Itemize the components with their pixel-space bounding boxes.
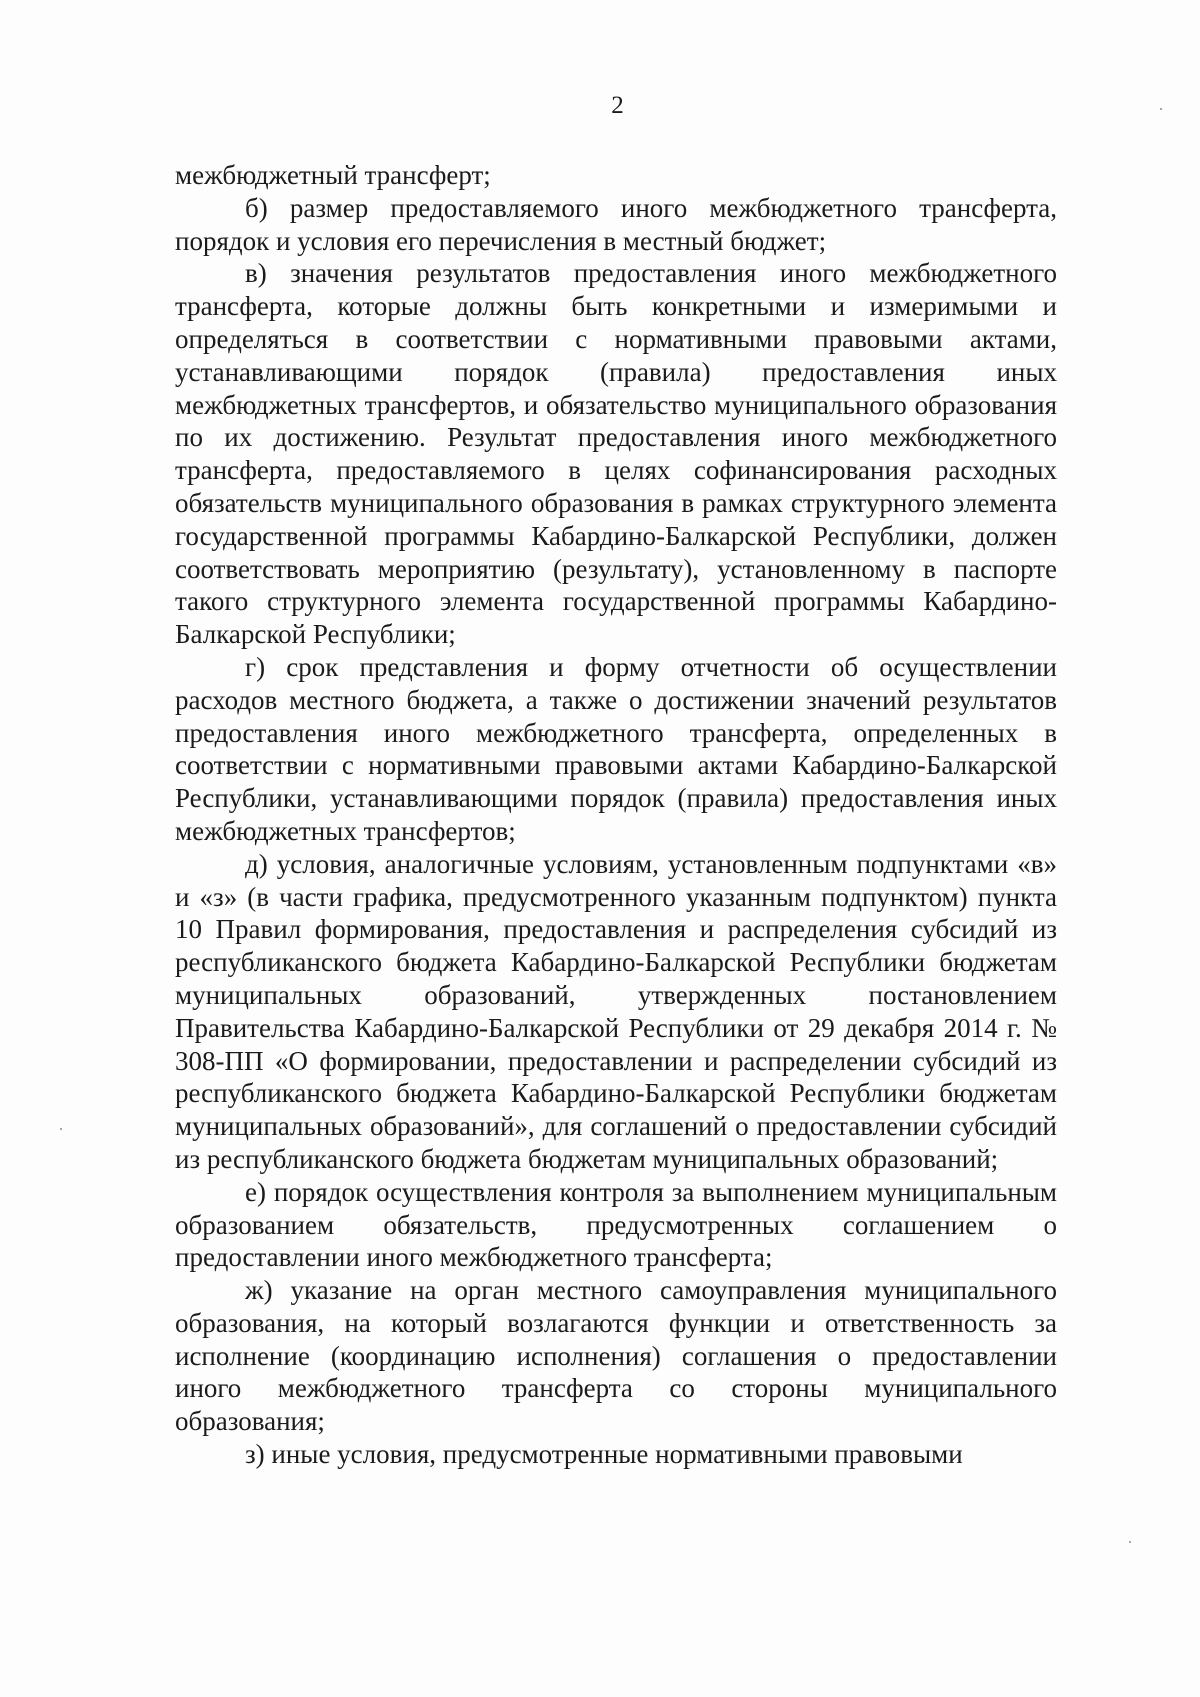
paragraph-item-d: д) условия, аналогичные условиям, установленным подпунктами «в» и «з» (в части графика, предусмотренного указанным подпунктом) пункта 10 Правил формирования, предоставления и распределения субсидий из республиканского бюджета Кабардино-Балкарской Республики бюджетам муниципальных образований, утвержденных постановлением Правительства Кабардино-Балкарской Республики от 29 декабря 2014 г. № 308-ПП «О формировании, предоставлении и распределении субсидий из республиканского бюджета Кабардино-Балкарской Республики бюджетам муниципальных образований», для соглашений о предоставлении субсидий из республиканского бюджета бюджетам муниципальных образований; — [175, 848, 1057, 1174]
scan-speck — [1160, 108, 1162, 110]
paragraph-item-zh: ж) указание на орган местного самоуправления муниципального образования, на который возлагаются функции и ответственность за исполнение (координацию исполнения) соглашения о предоставлении иного межбюджетного трансферта со стороны муниципального образования; — [175, 1275, 1057, 1437]
paragraph-item-v: в) значения результатов предоставления иного межбюджетного трансферта, которые должны быть конкретными и измеримыми и определяться в соответствии с нормативными правовыми актами, устанавливающими порядок (правила) предоставления иных межбюджетных трансфертов, и обязательство муниципального образования по их достижению. Результат предоставления иного межбюджетного трансферта, предоставляемого в целях софинансирования расходных обязательств муниципального образования в рамках структурного элемента государственной программы Кабардино-Балкарской Республики, должен соответствовать мероприятию (результату), установленному в паспорте такого структурного элемента государственной программы Кабардино-Балкарской Республики; — [175, 258, 1057, 650]
paragraph-item-e: е) порядок осуществления контроля за выполнением муниципальным образованием обязательств, предусмотренных соглашением о предоставлении иного межбюджетного трансферта; — [175, 1176, 1057, 1273]
page-number: 2 — [611, 92, 624, 119]
paragraph-item-z: з) иные условия, предусмотренные нормативными правовыми — [245, 1439, 963, 1470]
scan-speck — [60, 1128, 62, 1130]
paragraph-item-b: б) размер предоставляемого иного межбюджетного трансферта, порядок и условия его перечисления в местный бюджет; — [175, 192, 1057, 256]
paragraph-item-g: г) срок представления и форму отчетности об осуществлении расходов местного бюджета, а также о достижении значений результатов предоставления иного межбюджетного трансферта, определенных в соответствии с нормативными правовыми актами Кабардино-Балкарской Республики, устанавливающими порядок (правила) предоставления иных межбюджетных трансфертов; — [175, 651, 1057, 846]
paragraph-continuation: межбюджетный трансферт; — [175, 160, 491, 190]
scan-speck — [1129, 1541, 1131, 1543]
document-body — [175, 159, 1057, 1471]
